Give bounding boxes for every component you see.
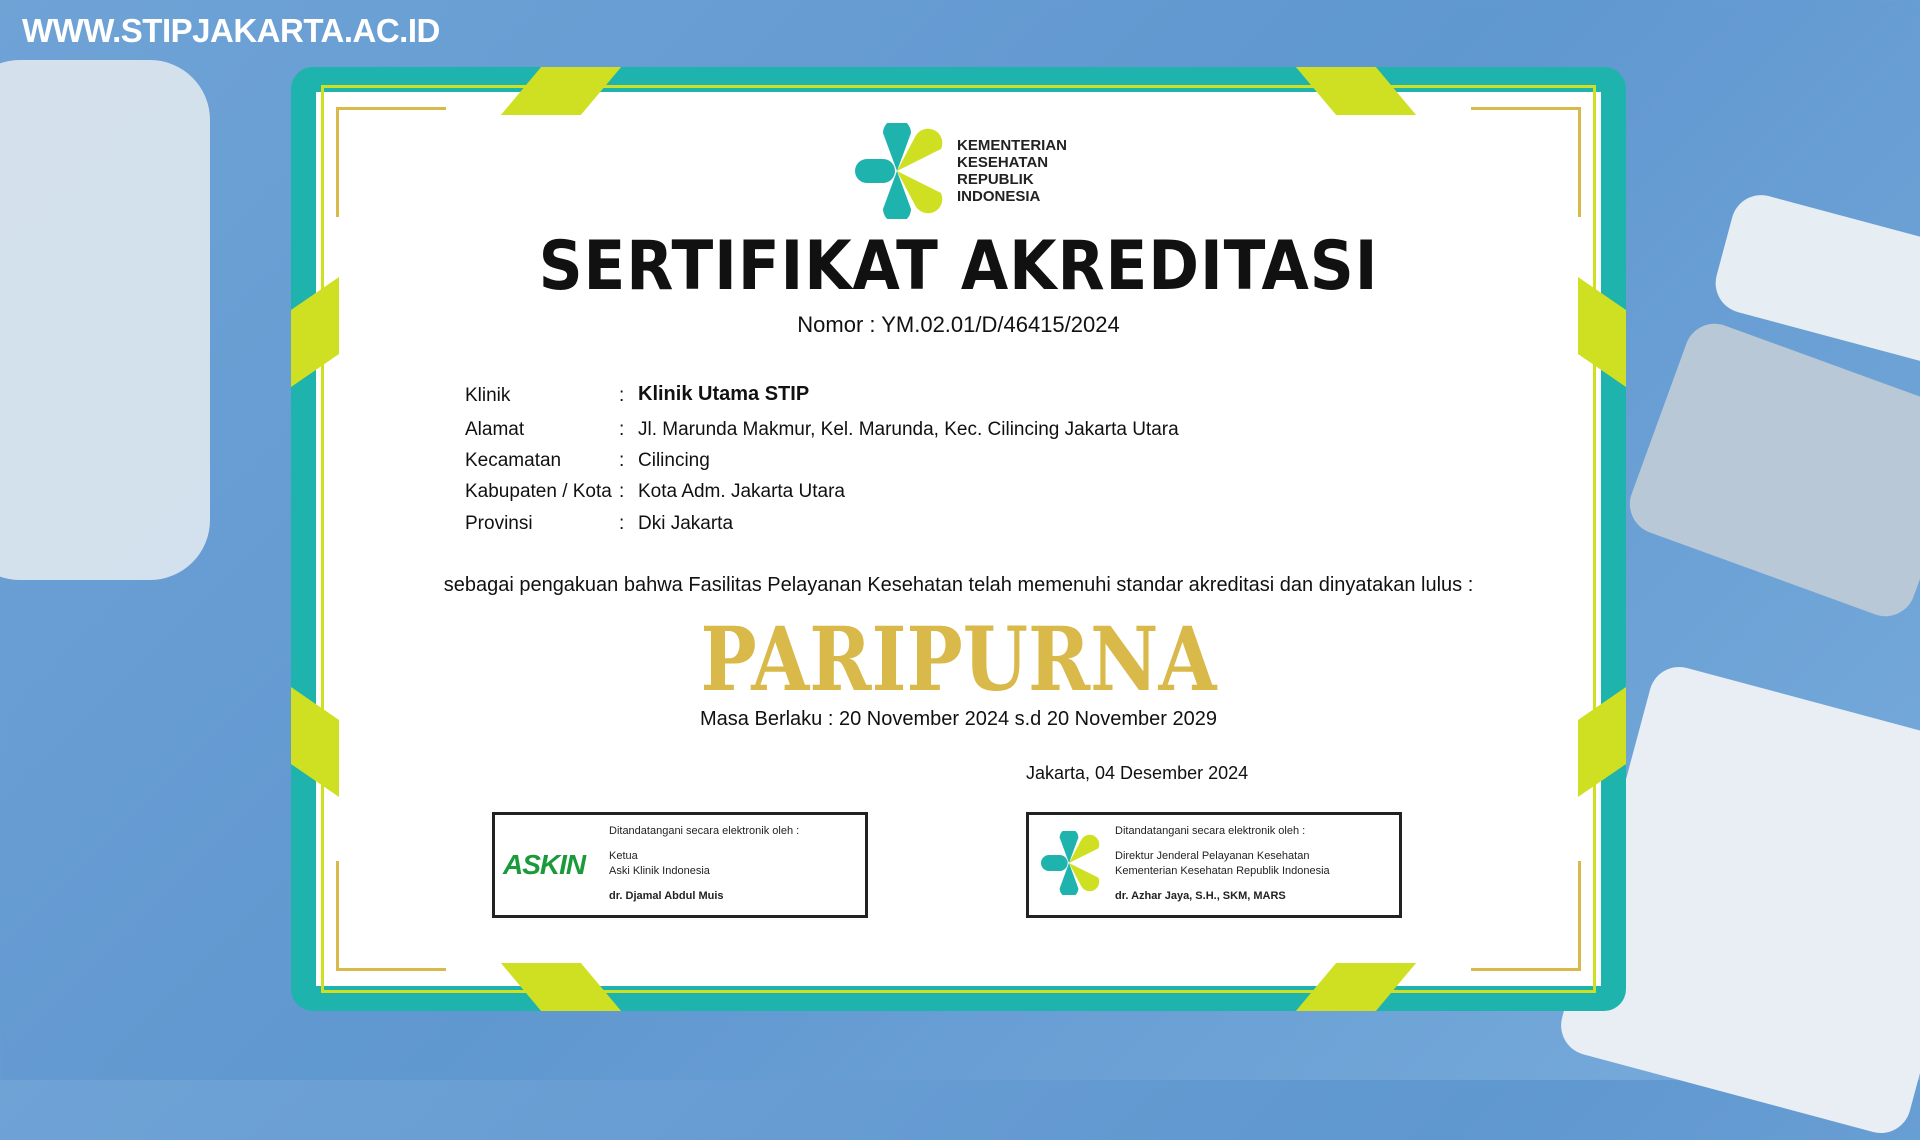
signer-organization: Aski Klinik Indonesia bbox=[609, 865, 710, 877]
signer-name: dr. Djamal Abdul Muis bbox=[609, 890, 724, 902]
askin-logo: ASKIN bbox=[503, 849, 586, 880]
ministry-logo bbox=[855, 123, 1068, 219]
accreditation-statement: sebagai pengakuan bahwa Fasilitas Pelayanan Kesehatan telah memenuhi standar akreditasi dan dinyatakan lulus : bbox=[443, 574, 1474, 596]
logo-text: REPUBLIK bbox=[957, 171, 1034, 188]
corner-ornament bbox=[1471, 107, 1581, 217]
signer-role: Direktur Jenderal Pelayanan Kesehatan bbox=[1115, 850, 1310, 862]
place-date: Jakarta, 04 Desember 2024 bbox=[1026, 763, 1249, 783]
signature-box-ministry bbox=[1026, 812, 1402, 918]
ministry-logo-icon bbox=[1041, 831, 1101, 895]
ministry-flower-icon bbox=[855, 123, 945, 219]
accreditation-certificate bbox=[291, 67, 1626, 1011]
row-value-klinik: Klinik Utama STIP bbox=[638, 383, 810, 405]
row-label-klinik: Klinik bbox=[465, 385, 511, 406]
corner-ornament bbox=[336, 861, 446, 971]
logo-text: KEMENTERIAN bbox=[957, 137, 1068, 154]
row-value-provinsi: Dki Jakarta bbox=[638, 513, 734, 534]
colon: : bbox=[619, 385, 625, 406]
colon: : bbox=[619, 419, 625, 440]
accreditation-result: PARIPURNA bbox=[700, 607, 1217, 711]
row-label-provinsi: Provinsi bbox=[465, 513, 533, 534]
signer-role: Ketua bbox=[609, 850, 638, 862]
logo-text: KESEHATAN bbox=[957, 154, 1049, 171]
background-pill-pack bbox=[1621, 315, 1920, 624]
row-label-alamat: Alamat bbox=[465, 419, 525, 440]
colon: : bbox=[619, 450, 625, 471]
certificate-number: Nomor : YM.02.01/D/46415/2024 bbox=[797, 312, 1120, 337]
background-bottle bbox=[0, 60, 210, 580]
row-value-kota: Kota Adm. Jakarta Utara bbox=[638, 481, 845, 502]
row-value-alamat: Jl. Marunda Makmur, Kel. Marunda, Kec. Cilincing Jakarta Utara bbox=[638, 419, 1179, 440]
validity-period: Masa Berlaku : 20 November 2024 s.d 20 November 2029 bbox=[700, 708, 1217, 730]
row-label-kecamatan: Kecamatan bbox=[465, 450, 562, 471]
corner-ornament bbox=[336, 107, 446, 217]
row-value-kecamatan: Cilincing bbox=[638, 450, 710, 471]
website-url[interactable]: WWW.STIPJAKARTA.AC.ID bbox=[22, 12, 440, 49]
signature-header: Ditandatangani secara elektronik oleh : bbox=[609, 825, 800, 837]
corner-ornament bbox=[1471, 861, 1581, 971]
colon: : bbox=[619, 481, 625, 502]
signature-box-askin bbox=[492, 812, 868, 918]
signer-name: dr. Azhar Jaya, S.H., SKM, MARS bbox=[1115, 890, 1286, 902]
logo-text: INDONESIA bbox=[957, 188, 1041, 205]
colon: : bbox=[619, 513, 625, 534]
signature-header: Ditandatangani secara elektronik oleh : bbox=[1115, 825, 1306, 837]
signer-organization: Kementerian Kesehatan Republik Indonesia bbox=[1115, 865, 1330, 877]
row-label-kota: Kabupaten / Kota bbox=[465, 481, 612, 502]
certificate-title: SERTIFIKAT AKREDITASI bbox=[538, 227, 1379, 306]
